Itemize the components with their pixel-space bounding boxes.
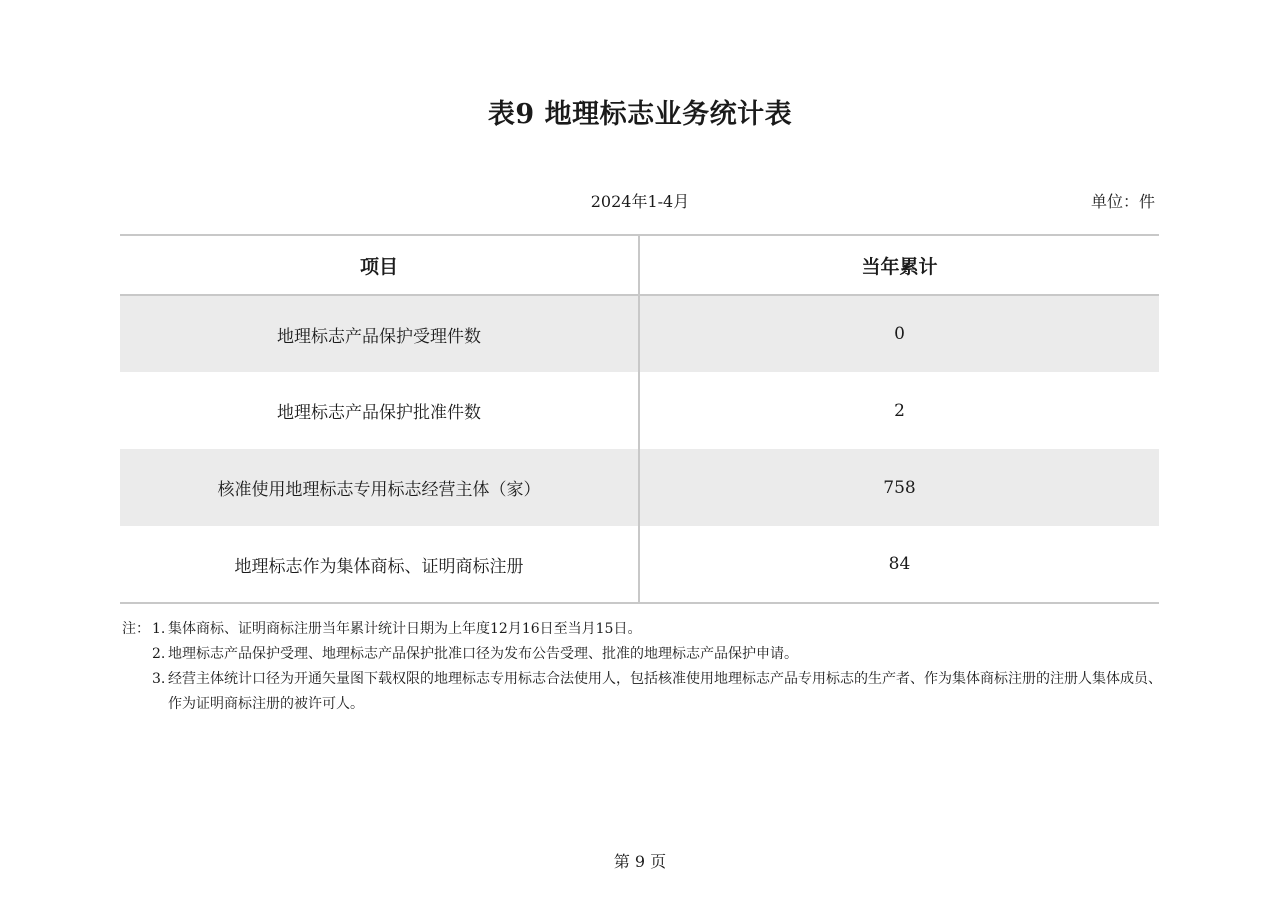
row-value: 84 [639,526,1159,603]
row-value: 2 [894,400,905,421]
statistics-table [120,234,1159,604]
page-title: 表9 地理标志业务统计表 [487,99,793,130]
unit-label: 单位：件 [1090,192,1155,211]
footnote-number: 2. [152,646,166,662]
footnote-text: 地理标志产品保护受理、地理标志产品保护批准口径为发布公告受理、批准的地理标志产品保护申请。 [168,646,798,662]
footnote-1 [122,617,1162,642]
footnote-number: 1. [152,621,166,637]
footnotes [122,617,1162,717]
row-value: 0 [639,295,1159,372]
column-header-item: 项目 [120,235,639,295]
row-item-label: 地理标志产品保护批准件数 [120,372,639,449]
footnote-2 [122,642,1162,667]
row-item-label: 地理标志作为集体商标、证明商标注册 [120,526,639,603]
row-item-label: 核准使用地理标志专用标志经营主体（家） [120,449,639,526]
footnote-text: 经营主体统计口径为开通矢量图下载权限的地理标志专用标志合法使用人，包括核准使用地理标志产品专用标志的生产者、作为集体商标注册的注册人集体成员、作为证明商标注册的被许可人。 [168,671,1162,712]
table-row [120,295,1159,372]
column-header-cumulative: 当年累计 [639,235,1159,295]
footnote-prefix: 注： [122,621,150,637]
table-row [120,449,1159,526]
footnote-text: 集体商标、证明商标注册当年累计统计日期为上年度12月16日至当月15日。 [168,621,642,637]
table-row [120,372,1159,449]
footnote-number: 3. [152,671,166,687]
report-period: 2024年1-4月 [590,192,690,211]
table-row [120,526,1159,603]
table-header-row [120,235,1159,295]
footnote-3 [122,667,1162,717]
page-number: 第 9 页 [613,852,667,871]
row-item-label: 地理标志产品保护受理件数 [120,295,639,372]
row-value: 758 [639,449,1159,526]
